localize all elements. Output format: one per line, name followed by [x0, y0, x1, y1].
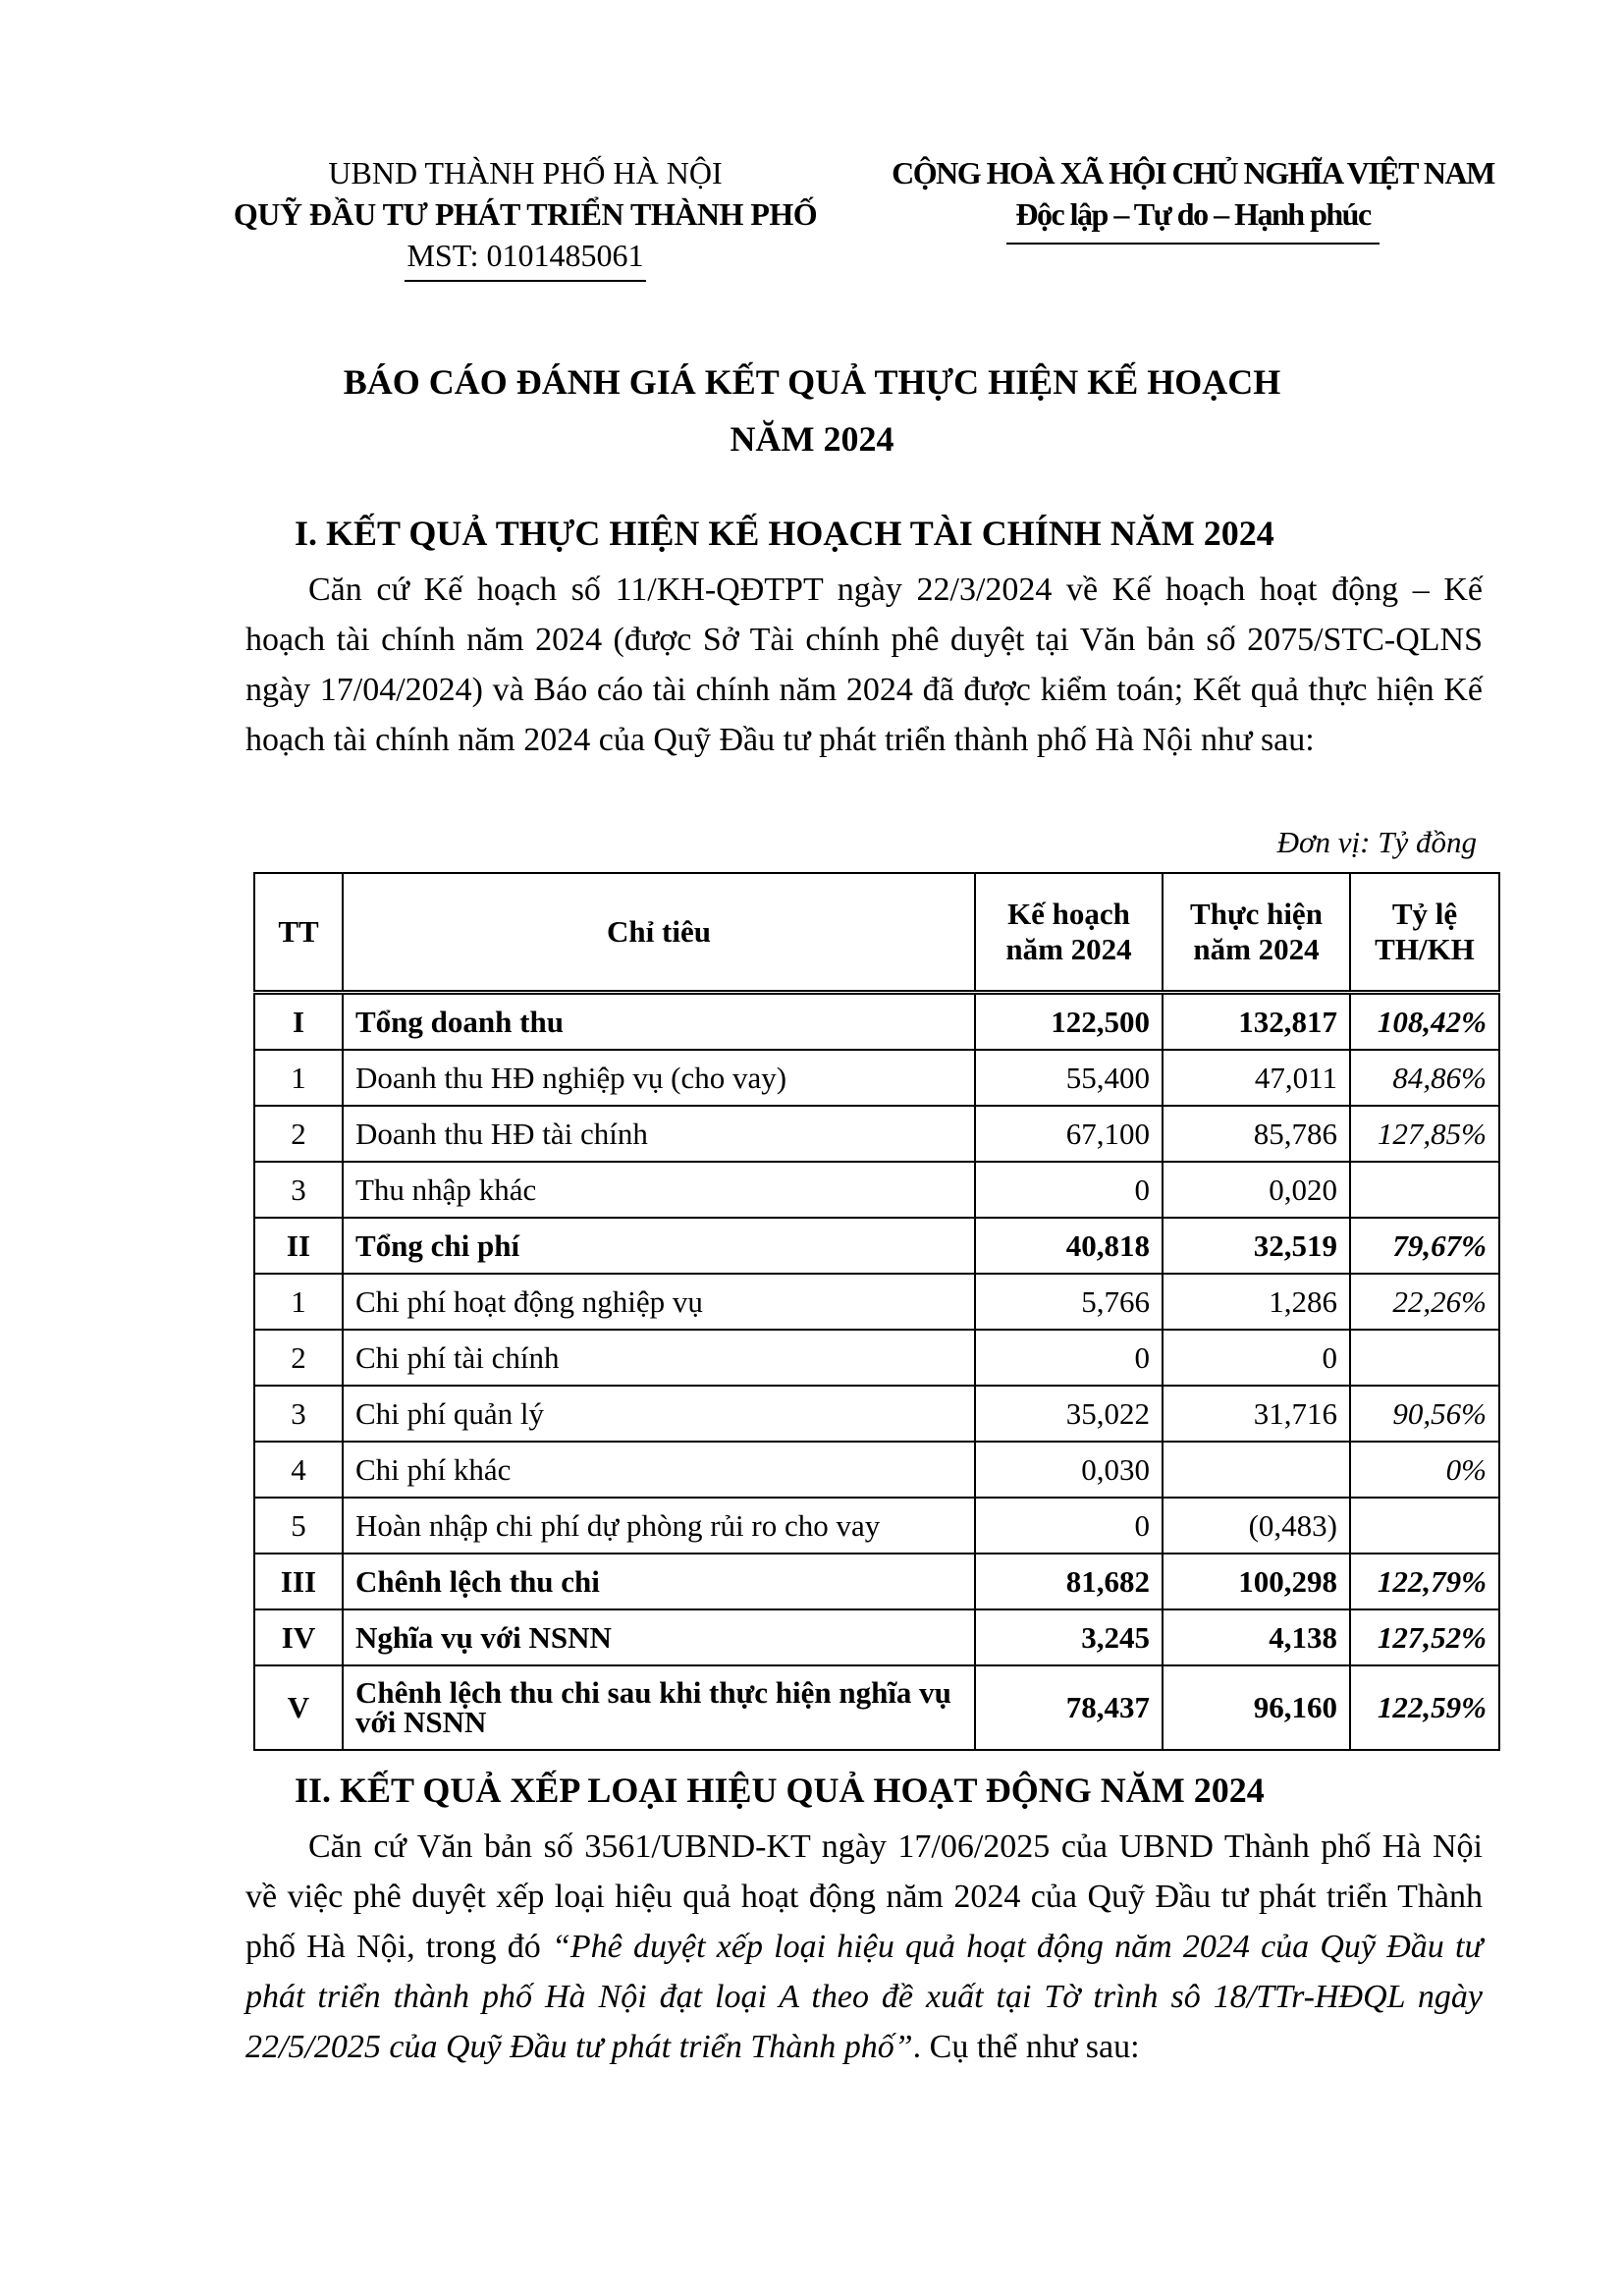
table-row	[254, 1665, 1499, 1750]
cell-rate: 0%	[1350, 1442, 1499, 1498]
section-2-paragraph	[245, 1822, 1483, 2072]
cell-plan: 81,682	[975, 1554, 1163, 1609]
issuer-block	[201, 152, 849, 282]
cell-rate: 90,56%	[1350, 1386, 1499, 1442]
cell-actual: 47,011	[1163, 1050, 1350, 1106]
cell-tt: 1	[254, 1274, 343, 1330]
cell-actual: 0	[1163, 1330, 1350, 1386]
title-line-2: NĂM 2024	[730, 419, 894, 459]
table-row	[254, 1498, 1499, 1554]
cell-actual	[1163, 1442, 1350, 1498]
table-header-row	[254, 873, 1499, 993]
table-row	[254, 1218, 1499, 1274]
col-header-plan-line1: Kế hoạch	[1007, 897, 1130, 931]
cell-plan: 3,245	[975, 1609, 1163, 1665]
table-row	[254, 1442, 1499, 1498]
unit-note: Đơn vị: Tỷ đồng	[1276, 825, 1477, 859]
financial-results-table	[253, 872, 1500, 1751]
col-header-actual-line2: năm 2024	[1193, 932, 1320, 966]
cell-tt: 3	[254, 1386, 343, 1442]
cell-indicator: Chi phí khác	[343, 1442, 975, 1498]
table-row	[254, 1274, 1499, 1330]
cell-plan: 122,500	[975, 993, 1163, 1051]
section-1-paragraph	[245, 565, 1483, 765]
national-header	[864, 152, 1522, 245]
issuer-parent-org: UBND THÀNH PHỐ HÀ NỘI	[328, 155, 723, 191]
cell-rate: 108,42%	[1350, 993, 1499, 1051]
cell-indicator: Doanh thu HĐ tài chính	[343, 1106, 975, 1162]
cell-plan: 0	[975, 1162, 1163, 1218]
cell-rate: 127,85%	[1350, 1106, 1499, 1162]
cell-plan: 40,818	[975, 1218, 1163, 1274]
nation-name: CỘNG HOÀ XÃ HỘI CHỦ NGHĨA VIỆT NAM	[892, 155, 1494, 191]
cell-rate: 127,52%	[1350, 1609, 1499, 1665]
section-1-heading: I. KẾT QUẢ THỰC HIỆN KẾ HOẠCH TÀI CHÍNH NĂM 2024	[295, 514, 1274, 553]
cell-plan: 0	[975, 1498, 1163, 1554]
table-row	[254, 1162, 1499, 1218]
cell-actual: 31,716	[1163, 1386, 1350, 1442]
cell-tt: II	[254, 1218, 343, 1274]
section-2-quote: “Phê duyệt xếp loại hiệu quả hoạt động năm 2024 của Quỹ Đầu tư phát triển thành phố Hà Nội đạt loại A theo đề xuất tại Tờ trình sô 18/TTr-HĐQL ngày 22/5/2025 của Quỹ Đầu tư phát triển Thành phố”	[245, 1929, 1483, 2065]
table-row	[254, 1386, 1499, 1442]
cell-indicator: Tổng chi phí	[343, 1218, 975, 1274]
col-header-rate-line1: Tỷ lệ	[1391, 897, 1458, 931]
cell-tt: 4	[254, 1442, 343, 1498]
cell-tt: 2	[254, 1106, 343, 1162]
cell-plan: 78,437	[975, 1665, 1163, 1750]
cell-indicator: Tổng doanh thu	[343, 993, 975, 1051]
cell-rate: 122,59%	[1350, 1665, 1499, 1750]
col-header-tt: TT	[254, 873, 343, 993]
cell-indicator: Hoàn nhập chi phí dự phòng rủi ro cho vay	[343, 1498, 975, 1554]
cell-tt: 2	[254, 1330, 343, 1386]
col-header-plan-line2: năm 2024	[1005, 932, 1132, 966]
cell-rate: 122,79%	[1350, 1554, 1499, 1609]
table-row	[254, 1050, 1499, 1106]
document-title	[147, 354, 1477, 467]
cell-indicator: Doanh thu HĐ nghiệp vụ (cho vay)	[343, 1050, 975, 1106]
cell-tt: 5	[254, 1498, 343, 1554]
cell-plan: 0	[975, 1330, 1163, 1386]
cell-tt: 1	[254, 1050, 343, 1106]
national-motto: Độc lập – Tự do – Hạnh phúc	[1015, 196, 1371, 232]
section-2-text-end: . Cụ thể như sau:	[912, 2029, 1140, 2065]
table-row	[254, 1106, 1499, 1162]
cell-indicator: Chi phí hoạt động nghiệp vụ	[343, 1274, 975, 1330]
cell-indicator: Chi phí tài chính	[343, 1330, 975, 1386]
cell-rate: 22,26%	[1350, 1274, 1499, 1330]
motto-underline	[1006, 243, 1380, 245]
cell-actual: 1,286	[1163, 1274, 1350, 1330]
cell-indicator: Nghĩa vụ với NSNN	[343, 1609, 975, 1665]
cell-indicator: Chi phí quản lý	[343, 1386, 975, 1442]
cell-rate	[1350, 1330, 1499, 1386]
cell-indicator: Thu nhập khác	[343, 1162, 975, 1218]
cell-plan: 55,400	[975, 1050, 1163, 1106]
col-header-rate-line2: TH/KH	[1375, 932, 1475, 966]
col-header-indicator: Chỉ tiêu	[343, 873, 975, 993]
cell-actual: 100,298	[1163, 1554, 1350, 1609]
cell-plan: 5,766	[975, 1274, 1163, 1330]
cell-tt: III	[254, 1554, 343, 1609]
issuer-org: QUỸ ĐẦU TƯ PHÁT TRIỂN THÀNH PHỐ	[233, 196, 818, 232]
cell-indicator: Chênh lệch thu chi	[343, 1554, 975, 1609]
cell-plan: 35,022	[975, 1386, 1163, 1442]
cell-tt: IV	[254, 1609, 343, 1665]
title-line-1: BÁO CÁO ĐÁNH GIÁ KẾT QUẢ THỰC HIỆN KẾ HOẠCH	[343, 362, 1281, 402]
cell-actual: 96,160	[1163, 1665, 1350, 1750]
cell-actual: 85,786	[1163, 1106, 1350, 1162]
cell-tt: V	[254, 1665, 343, 1750]
tax-code: MST: 0101485061	[405, 235, 645, 282]
cell-actual: 4,138	[1163, 1609, 1350, 1665]
cell-plan: 67,100	[975, 1106, 1163, 1162]
cell-tt: 3	[254, 1162, 343, 1218]
section-2-text: Căn cứ Văn bản số 3561/UBND-KT ngày 17/06/2025 của UBND Thành phố Hà Nội về việc phê duyệt xếp loại hiệu quả hoạt động năm 2024 của Quỹ Đầu tư phát triển Thành phố Hà Nội, trong đó	[245, 1828, 1483, 1965]
cell-plan: 0,030	[975, 1442, 1163, 1498]
col-header-rate	[1350, 873, 1499, 993]
cell-rate	[1350, 1498, 1499, 1554]
col-header-actual	[1163, 873, 1350, 993]
cell-actual: 32,519	[1163, 1218, 1350, 1274]
cell-indicator: Chênh lệch thu chi sau khi thực hiện nghĩa vụ với NSNN	[343, 1665, 975, 1750]
cell-rate	[1350, 1162, 1499, 1218]
cell-tt: I	[254, 993, 343, 1051]
cell-actual: 0,020	[1163, 1162, 1350, 1218]
section-2-heading: II. KẾT QUẢ XẾP LOẠI HIỆU QUẢ HOẠT ĐỘNG NĂM 2024	[295, 1771, 1265, 1810]
table-row	[254, 1330, 1499, 1386]
section-1-text: Căn cứ Kế hoạch số 11/KH-QĐTPT ngày 22/3/2024 về Kế hoạch hoạt động – Kế hoạch tài chính năm 2024 (được Sở Tài chính phê duyệt tại Văn bản số 2075/STC-QLNS ngày 17/04/2024) và Báo cáo tài chính năm 2024 đã được kiểm toán; Kết quả thực hiện Kế hoạch tài chính năm 2024 của Quỹ Đầu tư phát triển thành phố Hà Nội như sau:	[245, 572, 1483, 758]
col-header-actual-line1: Thực hiện	[1190, 897, 1323, 931]
cell-actual: 132,817	[1163, 993, 1350, 1051]
cell-actual: (0,483)	[1163, 1498, 1350, 1554]
col-header-plan	[975, 873, 1163, 993]
cell-rate: 79,67%	[1350, 1218, 1499, 1274]
cell-rate: 84,86%	[1350, 1050, 1499, 1106]
table-row	[254, 1609, 1499, 1665]
table-row	[254, 1554, 1499, 1609]
table-row	[254, 993, 1499, 1051]
